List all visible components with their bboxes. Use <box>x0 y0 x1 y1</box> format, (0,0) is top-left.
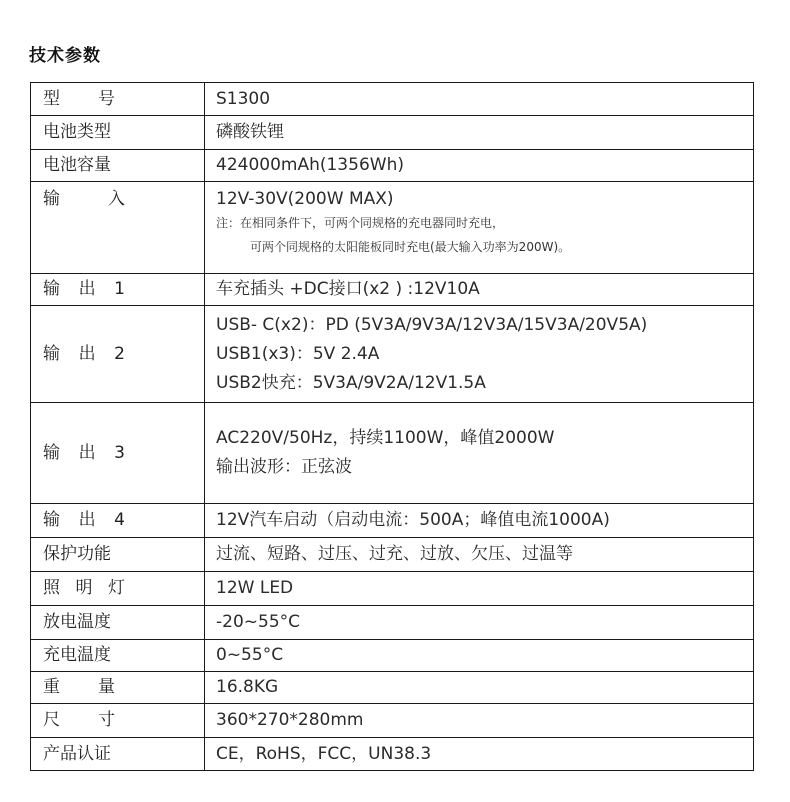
spec-row-protection <box>31 538 754 572</box>
input-voltage: 12V-30V(200W MAX) <box>216 189 394 209</box>
spec-label: 保护功能 <box>31 538 205 572</box>
label-char: 明 <box>75 578 93 598</box>
spec-value: CE，RoHS，FCC，UN38.3 <box>205 738 754 771</box>
spec-label: 电池类型 <box>31 116 205 150</box>
spec-value: 过流、短路、过压、过充、过放、欠压、过温等 <box>205 538 754 572</box>
output-2-line: USB1(x3)：5V 2.4A <box>216 343 380 364</box>
spec-label <box>31 504 205 538</box>
label-char: 2 <box>114 343 125 364</box>
label-char: 输 <box>43 510 60 530</box>
label-char: 出 <box>78 343 96 364</box>
page-title: 技术参数 <box>29 46 101 66</box>
output-2-line: USB2快充：5V3A/9V2A/12V1.5A <box>216 372 486 393</box>
spec-row-battery-capacity <box>31 150 754 182</box>
spec-value: 424000mAh(1356Wh) <box>205 150 754 182</box>
spec-row-output-4 <box>31 504 754 538</box>
label-char: 重 <box>43 677 60 697</box>
spec-row-dimensions <box>31 704 754 738</box>
spec-row-battery-type <box>31 116 754 150</box>
spec-value: 12V汽车启动（启动电流：500A；峰值电流1000A) <box>205 504 754 538</box>
input-note: 可两个同规格的太阳能板同时充电(最大输入功率为200W)。 <box>250 240 571 254</box>
spec-value <box>205 306 754 403</box>
spec-label <box>31 672 205 704</box>
spec-label: 电池容量 <box>31 150 205 182</box>
spec-row-output-3 <box>31 403 754 504</box>
output-3-line: AC220V/50Hz，持续1100W，峰值2000W <box>216 428 555 448</box>
spec-value: 车充插头 +DC接口(x2 ) :12V10A <box>205 274 754 306</box>
spec-row-lighting <box>31 572 754 606</box>
label-char: 出 <box>78 279 96 299</box>
spec-label <box>31 704 205 738</box>
label-char: 1 <box>114 279 125 299</box>
spec-label: 充电温度 <box>31 640 205 672</box>
label-char: 4 <box>114 510 125 530</box>
spec-row-output-1 <box>31 274 754 306</box>
spec-value: 12W LED <box>205 572 754 606</box>
label-char: 输 <box>43 343 60 364</box>
spec-value: 16.8KG <box>205 672 754 704</box>
label-char: 输 <box>43 442 60 463</box>
input-note: 注：在相同条件下，可两个同规格的充电器同时充电， <box>216 216 505 230</box>
label-char: 尺 <box>43 710 60 730</box>
label-char: 照 <box>43 578 60 598</box>
label-char: 入 <box>108 189 125 209</box>
spec-label <box>31 572 205 606</box>
spec-label <box>31 182 205 274</box>
spec-value: 360*270*280mm <box>205 704 754 738</box>
spec-value: 0~55°C <box>205 640 754 672</box>
output-2-line: USB- C(x2)：PD (5V3A/9V3A/12V3A/15V3A/20V5A) <box>216 314 648 335</box>
label-char: 寸 <box>98 710 115 730</box>
output-3-line: 输出波形：正弦波 <box>216 457 352 477</box>
spec-value <box>205 403 754 504</box>
spec-row-output-2 <box>31 306 754 403</box>
label-char: 3 <box>114 442 125 463</box>
spec-label <box>31 274 205 306</box>
spec-value: S1300 <box>205 83 754 116</box>
spec-row-weight <box>31 672 754 704</box>
spec-label: 放电温度 <box>31 606 205 640</box>
spec-label: 产品认证 <box>31 738 205 771</box>
label-char: 出 <box>78 442 96 463</box>
spec-table <box>30 82 754 771</box>
label-char: 输 <box>43 189 60 209</box>
spec-label <box>31 306 205 403</box>
label-char: 出 <box>78 510 96 530</box>
spec-row-charge-temp <box>31 640 754 672</box>
spec-row-discharge-temp <box>31 606 754 640</box>
spec-label <box>31 83 205 116</box>
label-char: 输 <box>43 279 60 299</box>
label-char: 灯 <box>108 578 125 598</box>
label-char: 型 <box>43 88 60 109</box>
label-char: 号 <box>98 88 115 109</box>
spec-value: 磷酸铁锂 <box>205 116 754 150</box>
spec-row-input <box>31 182 754 274</box>
spec-row-model <box>31 83 754 116</box>
spec-value <box>205 182 754 274</box>
spec-row-certification <box>31 738 754 771</box>
label-char: 量 <box>98 677 115 697</box>
spec-value: -20~55°C <box>205 606 754 640</box>
spec-label <box>31 403 205 504</box>
